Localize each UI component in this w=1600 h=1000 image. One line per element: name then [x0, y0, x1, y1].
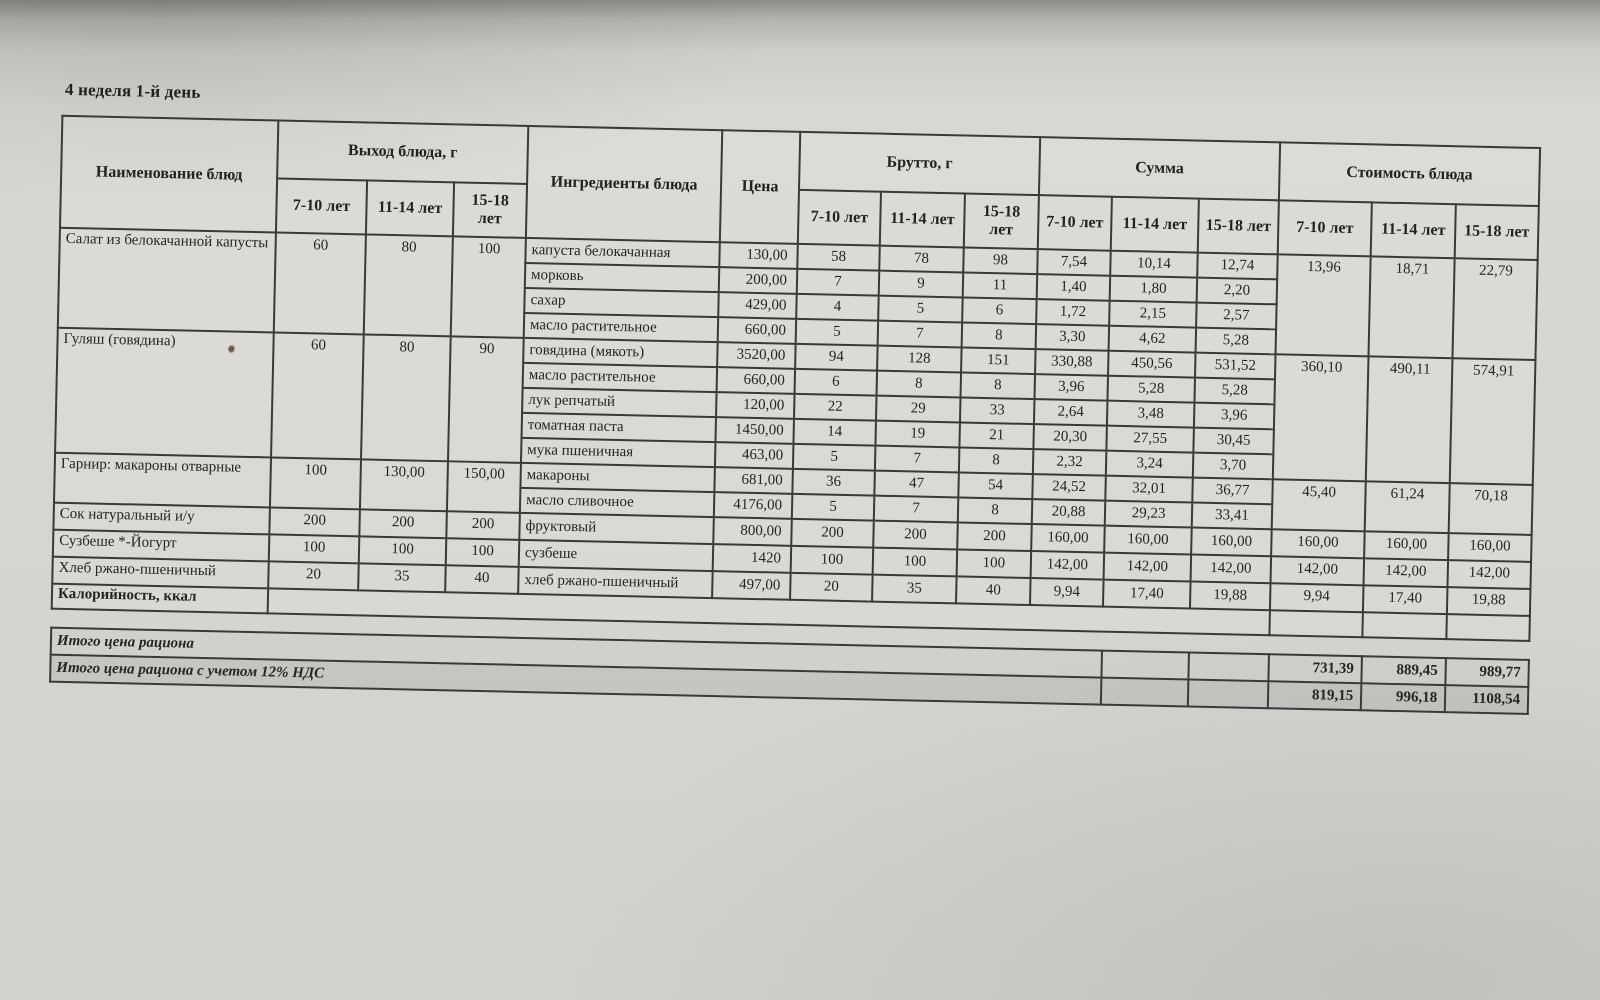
brutto-value-1: 7	[875, 446, 960, 473]
brutto-value-2: 54	[958, 472, 1033, 499]
ingredient-price: 1450,00	[715, 417, 794, 444]
ingredient-name: мука пшеничная	[521, 438, 715, 467]
brutto-value-2: 8	[962, 322, 1037, 349]
brutto-value-2: 98	[963, 247, 1038, 274]
ingredient-price: 120,00	[716, 392, 795, 419]
yield-value-0: 20	[268, 561, 359, 590]
ingredient-price: 130,00	[719, 242, 798, 269]
ingredient-price: 3520,00	[717, 342, 796, 369]
col-header-sum: Сумма	[1039, 137, 1280, 200]
ingredient-name: морковь	[525, 263, 719, 292]
sum-value-0: 330,88	[1035, 349, 1109, 376]
sum-value-2: 160,00	[1191, 528, 1272, 557]
sum-value-0: 3,30	[1036, 324, 1110, 351]
brutto-value-1: 35	[872, 575, 957, 604]
brutto-value-0: 5	[792, 494, 875, 521]
sum-value-2: 531,52	[1195, 353, 1276, 380]
sum-value-0: 3,96	[1035, 374, 1109, 401]
sum-value-0: 24,52	[1032, 474, 1106, 501]
col-header-ingredients: Ингредиенты блюда	[526, 126, 722, 242]
dish-cost-value-0: 160,00	[1271, 529, 1365, 558]
yield-value-0: 200	[269, 507, 360, 536]
sum-value-2: 2,20	[1197, 278, 1278, 305]
dish-cost-value-0: 9,94	[1270, 583, 1364, 612]
dish-name: Салат из белокачанной капусты	[58, 228, 276, 333]
menu-table-body	[52, 228, 1538, 641]
total-value-0: 819,15	[1268, 681, 1362, 710]
brutto-value-1: 128	[877, 346, 962, 373]
brutto-value-1: 7	[878, 321, 963, 348]
kcal-label: Калорийность, ккал	[52, 584, 268, 614]
dish-cost-value-2: 142,00	[1447, 560, 1531, 589]
brutto-value-1: 19	[875, 421, 960, 448]
yield-value-0: 100	[269, 534, 360, 563]
brutto-value-2: 8	[958, 497, 1033, 524]
yield-value-2: 150,00	[447, 461, 521, 513]
cost-age-11-14: 11-14 лет	[1371, 202, 1456, 258]
brutto-value-1: 29	[876, 396, 961, 423]
sum-value-0: 20,30	[1033, 424, 1107, 451]
yield-value-0: 60	[271, 332, 364, 459]
ingredient-price: 4176,00	[714, 492, 793, 519]
dish-cost-value-0: 13,96	[1276, 254, 1371, 356]
sum-value-2: 5,28	[1196, 328, 1277, 355]
dish-cost-value-1: 490,11	[1366, 356, 1453, 483]
sum-value-1: 2,15	[1109, 301, 1197, 328]
dish-name: Гуляш (говядина)	[55, 328, 274, 458]
sum-value-1: 27,55	[1106, 426, 1194, 453]
dish-cost-value-2: 70,18	[1449, 483, 1533, 535]
dish-name: Гарнир: макароны отварные	[54, 453, 271, 508]
ingredient-name: капуста белокачанная	[525, 238, 719, 267]
brutto-value-1: 5	[878, 296, 963, 323]
brutto-value-0: 5	[793, 444, 876, 471]
dish-cost-value-0: 360,10	[1273, 354, 1369, 481]
page-title: 4 неделя 1-й день	[64, 79, 201, 102]
sum-value-0: 1,72	[1036, 299, 1110, 326]
sum-value-1: 3,48	[1107, 401, 1195, 428]
ingredient-name: говядина (мякоть)	[523, 338, 717, 367]
brutto-value-1: 8	[877, 371, 962, 398]
brutto-value-2: 100	[957, 549, 1032, 578]
ingredient-name: лук репчатый	[522, 388, 716, 417]
brutto-age-15-18: 15-18 лет	[964, 194, 1039, 250]
ingredient-name: фруктовый	[519, 513, 714, 544]
dish-cost-value-2: 574,91	[1450, 358, 1536, 485]
yield-value-1: 100	[359, 536, 447, 565]
dish-cost-value-2: 22,79	[1452, 258, 1537, 360]
dish-cost-value-1: 18,71	[1369, 256, 1455, 358]
sum-age-11-14: 11-14 лет	[1111, 197, 1199, 253]
brutto-value-2: 11	[963, 272, 1038, 299]
ingredient-name: сузбеше	[519, 540, 714, 571]
sum-value-0: 1,40	[1037, 274, 1111, 301]
sum-value-2: 12,74	[1197, 253, 1278, 280]
yield-value-1: 200	[359, 509, 447, 538]
sum-value-2: 2,57	[1196, 303, 1277, 330]
yield-value-2: 90	[448, 336, 524, 463]
brutto-value-1: 9	[879, 271, 964, 298]
dish-cost-value-0: 142,00	[1271, 556, 1365, 585]
dish-cost-value-0: 45,40	[1272, 479, 1366, 531]
sum-value-2: 3,96	[1194, 403, 1275, 430]
total-value-0: 731,39	[1268, 654, 1362, 683]
col-header-price: Цена	[720, 130, 800, 244]
sum-age-7-10: 7-10 лет	[1038, 195, 1112, 251]
total-value-1: 996,18	[1361, 683, 1446, 712]
cost-age-7-10: 7-10 лет	[1278, 200, 1372, 256]
ingredient-name: томатная паста	[522, 413, 716, 442]
sum-value-1: 142,00	[1104, 553, 1192, 582]
total-empty-1	[1102, 651, 1190, 680]
brutto-value-1: 100	[873, 548, 958, 577]
sum-value-0: 2,32	[1033, 449, 1107, 476]
yield-value-2: 100	[451, 236, 526, 338]
yield-value-2: 200	[446, 511, 520, 540]
brutto-age-7-10: 7-10 лет	[798, 190, 881, 246]
brutto-value-1: 78	[879, 246, 964, 273]
yield-value-1: 80	[364, 234, 453, 336]
sum-value-1: 10,14	[1110, 251, 1198, 278]
brutto-value-1: 47	[874, 471, 959, 498]
sum-value-1: 3,24	[1106, 451, 1194, 478]
ingredient-price: 429,00	[718, 292, 797, 319]
brutto-value-0: 100	[791, 546, 874, 575]
brutto-value-2: 6	[962, 297, 1037, 324]
total-empty-1	[1101, 678, 1189, 707]
brutto-value-1: 7	[874, 496, 959, 523]
sum-value-0: 142,00	[1031, 551, 1105, 580]
brutto-value-0: 4	[796, 294, 879, 321]
total-empty-2	[1188, 679, 1269, 708]
sum-value-1: 160,00	[1104, 526, 1192, 555]
brutto-value-2: 200	[957, 522, 1032, 551]
col-header-yield: Выход блюда, г	[277, 121, 528, 184]
kcal-cost-1	[1269, 610, 1363, 637]
yield-age-7-10: 7-10 лет	[276, 178, 367, 234]
dish-cost-value-2: 160,00	[1448, 533, 1532, 562]
yield-value-1: 35	[358, 563, 446, 592]
ingredient-price: 800,00	[713, 517, 792, 546]
brutto-value-0: 58	[797, 244, 880, 271]
yield-value-2: 40	[445, 565, 519, 594]
ingredient-name: масло растительное	[523, 363, 717, 392]
sum-value-2: 30,45	[1193, 428, 1274, 455]
brutto-value-1: 200	[873, 521, 958, 550]
ingredient-name: макароны	[520, 463, 714, 492]
col-header-dish-name: Наименование блюд	[60, 116, 278, 233]
ingredient-price: 660,00	[718, 317, 797, 344]
sum-value-0: 7,54	[1037, 249, 1111, 276]
sum-value-1: 1,80	[1110, 276, 1198, 303]
sum-value-1: 17,40	[1103, 580, 1191, 609]
sum-value-2: 3,70	[1193, 453, 1274, 480]
brutto-value-0: 20	[790, 573, 873, 602]
ingredient-price: 497,00	[712, 571, 791, 600]
brutto-value-2: 8	[961, 372, 1036, 399]
yield-value-2: 100	[446, 538, 520, 567]
sum-value-0: 9,94	[1030, 578, 1104, 607]
sum-value-0: 160,00	[1031, 524, 1105, 553]
brutto-value-2: 33	[960, 397, 1035, 424]
brutto-value-0: 22	[794, 394, 877, 421]
total-label: Итого цена рациона	[51, 628, 1102, 678]
ingredient-price: 660,00	[717, 367, 796, 394]
dish-name: Сок натуральный и/у	[53, 503, 270, 535]
yield-age-11-14: 11-14 лет	[366, 180, 454, 236]
brutto-value-0: 7	[797, 269, 880, 296]
total-empty-2	[1189, 653, 1270, 682]
sum-value-1: 32,01	[1105, 476, 1193, 503]
ingredient-name: масло растительное	[524, 313, 718, 342]
dish-name: Хлеб ржано-пшеничный	[52, 557, 269, 589]
ingredient-name: масло сливочное	[520, 488, 714, 517]
yield-value-0: 60	[274, 232, 366, 334]
ingredient-price: 200,00	[719, 267, 798, 294]
sum-value-0: 2,64	[1034, 399, 1108, 426]
dish-cost-value-1: 160,00	[1364, 531, 1449, 560]
brutto-value-0: 36	[792, 469, 875, 496]
sum-value-2: 5,28	[1194, 378, 1275, 405]
brutto-value-0: 5	[796, 319, 879, 346]
ingredient-name: хлеб ржано-пшеничный	[518, 567, 713, 598]
total-value-1: 889,45	[1361, 656, 1446, 685]
cost-age-15-18: 15-18 лет	[1455, 204, 1539, 260]
col-header-cost: Стоимость блюда	[1279, 142, 1540, 206]
ingredient-price: 1420	[713, 544, 792, 573]
sum-value-2: 19,88	[1190, 582, 1271, 611]
document-page	[49, 80, 1544, 715]
yield-age-15-18: 15-18 лет	[453, 182, 527, 238]
ingredient-price: 463,00	[715, 442, 794, 469]
yield-value-1: 80	[361, 334, 451, 461]
dish-cost-value-1: 142,00	[1364, 558, 1449, 587]
dish-name: Сузбеше *-Йогурт	[53, 530, 270, 562]
total-label: Итого цена рациона с учетом 12% НДС	[50, 655, 1101, 705]
sum-value-1: 29,23	[1105, 501, 1193, 528]
sum-value-1: 5,28	[1107, 376, 1195, 403]
brutto-value-2: 8	[959, 447, 1034, 474]
yield-value-0: 100	[270, 457, 361, 509]
dish-cost-value-2: 19,88	[1447, 587, 1531, 616]
brutto-value-0: 14	[793, 419, 876, 446]
dish-cost-value-1: 17,40	[1363, 585, 1448, 614]
brutto-value-2: 151	[961, 347, 1036, 374]
total-value-2: 989,77	[1445, 658, 1529, 687]
brutto-value-2: 40	[956, 576, 1031, 605]
brutto-value-0: 94	[795, 344, 878, 371]
ingredient-price: 681,00	[714, 467, 793, 494]
sum-value-2: 142,00	[1191, 555, 1272, 584]
brutto-age-11-14: 11-14 лет	[880, 192, 965, 248]
sum-value-2: 36,77	[1192, 478, 1273, 505]
dish-cost-value-1: 61,24	[1365, 481, 1450, 533]
sum-value-1: 4,62	[1109, 326, 1197, 353]
col-header-brutto: Брутто, г	[799, 132, 1040, 195]
kcal-cost-2	[1362, 612, 1447, 639]
yield-value-1: 130,00	[360, 459, 448, 511]
sum-value-0: 20,88	[1032, 499, 1106, 526]
ingredient-name: сахар	[524, 288, 718, 317]
kcal-cost-3	[1446, 614, 1530, 641]
brutto-value-2: 21	[959, 422, 1034, 449]
total-value-2: 1108,54	[1445, 685, 1529, 714]
sum-value-1: 450,56	[1108, 351, 1196, 378]
menu-table	[51, 115, 1541, 642]
brutto-value-0: 6	[795, 369, 878, 396]
sum-value-2: 33,41	[1192, 503, 1273, 530]
sum-age-15-18: 15-18 лет	[1198, 199, 1279, 255]
brutto-value-0: 200	[791, 519, 874, 548]
